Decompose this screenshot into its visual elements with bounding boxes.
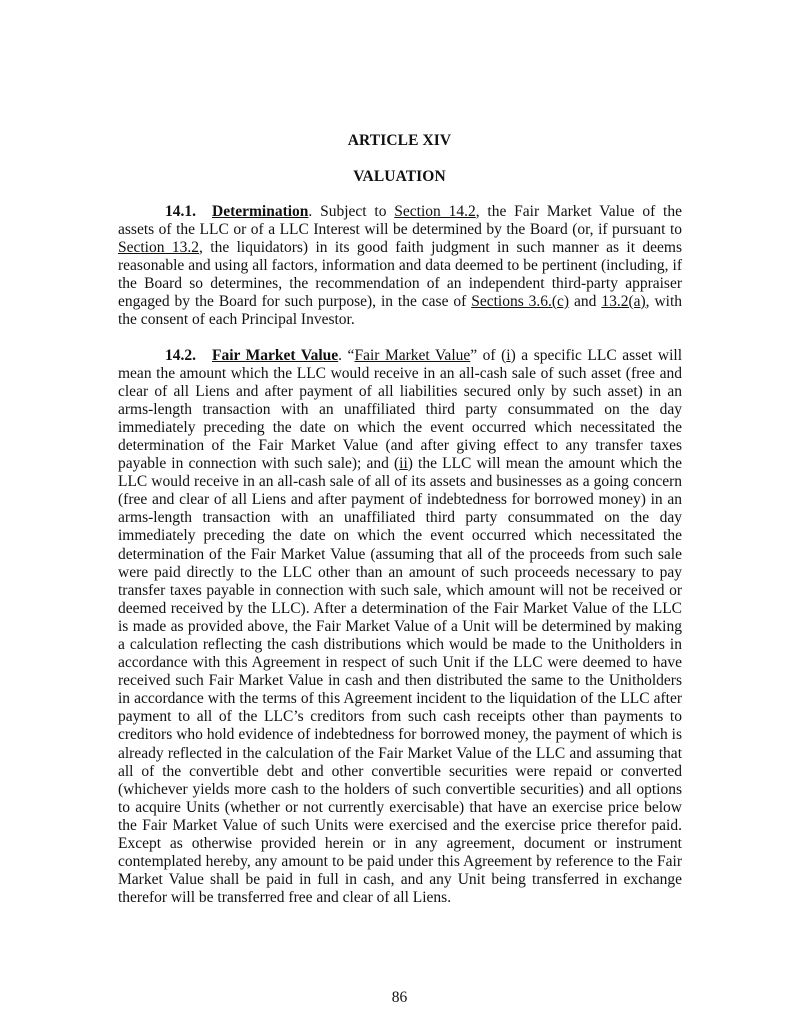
section-text: and [569,292,602,310]
cross-reference: Sections 3.6.(c) [471,292,570,310]
clause-marker: i [506,346,511,364]
section-text: ) the LLC will mean the amount which the LLC would receive in an all-cash sale of all of its assets and businesses as a going concern (free and clear of all Liens and after payment of indebtedness for borrowed money) in an arms-length transaction with an unaffiliated third party consummated on the day immediately preceding the date on which the event occurred which necessitated the determination of the Fair Market Value (assuming that all of the proceeds from such sale were paid directly to the LLC other than an amount of such proceeds necessary to pay transfer taxes payable in connection with such sale, which amount will not be received or deemed received by the LLC). After a determination of the Fair Market Value of the LLC is made as provided above, the Fair Market Value of a Unit will be determined by making a calculation reflecting the cash distributions which would be made to the Unitholders in accordance with this Agreement in respect of such Unit if the LLC were deemed to have received such Fair Market Value in cash and then distributed the same to the Unitholders in accordance with the terms of this Agreement incident to the liquidation of the LLC after payment to all of the LLC’s creditors from such cash receipts other than payments to creditors who hold evidence of indebtedness for borrowed money, the payment of which is already reflected in the calculation of the Fair Market Value of the LLC and assuming that all of the convertible debt and other convertible securities were repaid or converted (whichever yields more cash to the holders of such convertible securities) and all options to acquire Units (whether or not currently exercisable) that have an exercise price below the Fair Market Value of such Units were exercised and the exercise price therefor paid. Except as otherwise provided herein or in any agreement, document or instrument contemplated hereby, any amount to be paid under this Agreement by reference to the Fair Market Value shall be paid in full in cash, and any Unit being transferred in exchange therefor will be transferred free and clear of all Liens. [118,455,682,907]
section-text: ) a specific LLC asset will mean the amount which the LLC would receive in an all-cash sale of such asset (free and clear of all Liens and after payment of all liabilities secured only by such asset) in an arms-length transaction with an unaffiliated third party consummated on the day immediately preceding the date on which the event occurred which necessitated the determination of the Fair Market Value (and after giving effect to any transfer taxes payable in connection with such sale); and ( [118,346,682,473]
clause-marker: ii [399,455,408,473]
cross-reference: Section 14.2 [394,202,476,220]
section-number: 14.2. [165,346,196,364]
cross-reference: Section 13.2 [118,238,200,256]
article-heading: ARTICLE XIV [347,132,452,149]
section-number: 14.1. [165,202,196,220]
section-text: , the Fair Market Value of the assets of the LLC or of a LLC Interest will be determined by the Board (or, if pursuant to [118,202,682,238]
article-title: VALUATION [353,168,446,185]
section-14-1 [118,203,682,330]
section-text: . Subject to [308,202,395,220]
section-text: , the liquidators) in its good faith judgment in such manner as it deems reasonable and using all factors, information and data deemed to be pertinent (including, if the Board so determines, the recommendation of an independent third-party appraiser engaged by the Board for such purpose), in the case of [118,238,682,310]
section-text: , with the consent of each Principal Investor. [118,292,683,329]
section-text: . “ [338,346,355,364]
defined-term: Fair Market Value [354,346,471,364]
section-heading: Fair Market Value [212,346,339,364]
section-text: ” of ( [470,346,507,364]
section-14-2 [118,347,682,908]
cross-reference: 13.2(a) [601,292,646,310]
section-heading: Determination [212,202,309,220]
page-number: 86 [391,989,408,1006]
